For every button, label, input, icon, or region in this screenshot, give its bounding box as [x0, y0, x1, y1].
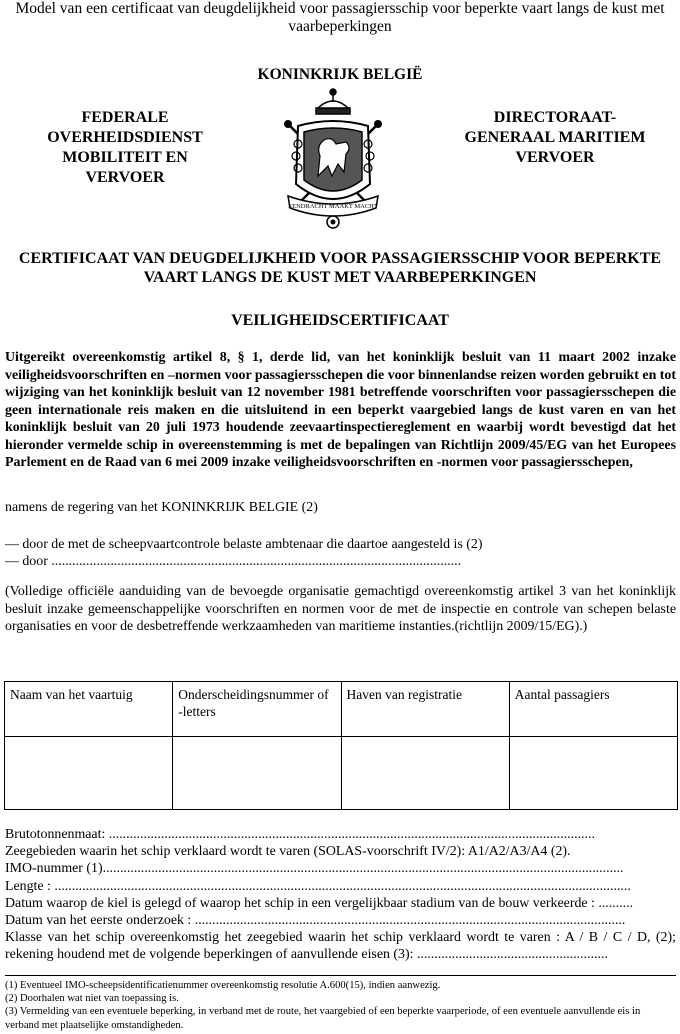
table-row — [5, 737, 678, 810]
left-authority: FEDERALE OVERHEIDSDIENST MOBILITEIT EN VERVOER — [47, 109, 203, 186]
table-cell[interactable] — [173, 737, 341, 810]
column-header: Haven van registratie — [341, 682, 509, 737]
length-field[interactable]: Lengte : ...................................................................................................................................................................... — [5, 878, 631, 894]
right-authority: DIRECTORAAT-GENERAAL MARITIEM VERVOER — [464, 109, 646, 166]
table-cell[interactable] — [5, 737, 173, 810]
ship-class-field[interactable]: Klasse van het schip overeenkomstig het zeegebied waarin het schip verklaard wordt te varen : A / B / C / D, (2); rekening houdend met de volgende beperkingen of aanvullende eisen (3): ....................................................... — [5, 930, 676, 963]
kingdom-heading: KONINKRIJK BELGIË — [257, 66, 423, 83]
issued-statement: Uitgereikt overeenkomstig artikel 8, § 1, derde lid, van het koninklijk besluit van 11 maart 2002 inzake veiligheidsvoorschriften en –normen voor passagiersschepen die voor binnenlandse reizen worden gebruikt en tot wijziging van het koninklijk besluit van 12 november 1981 betreffende voorschriften voor passagiersschepen die geen internationale reis maken en die uitsluitend in een beperkt vaargebied langs de kust varen en van het koninklijk besluit van 20 juli 1973 houdende zeevaartinspectiereglement en waarbij wordt bevestigd dat het hieronder vermelde schip in overeenstemming is met de bepalingen van Richtlijn 2009/45/EG van het Europees Parlement en de Raad van 6 mei 2009 inzake veiligheidsvoorschriften en -normen voor passagiersschepen, — [5, 350, 676, 470]
keel-date-field[interactable]: Datum waarop de kiel is gelegd of waarop het schip in een vergelijkbaar stadium van de bouw verkeerde : .......... — [5, 895, 634, 911]
crest-motto: EENDRACHT MAAKT MACHT — [288, 203, 378, 210]
vessel-table — [4, 681, 678, 810]
ship-details — [5, 826, 676, 964]
on-behalf-line: namens de regering van het KONINKRIJK BELGIE (2) — [5, 500, 318, 515]
official-line: — door de met de scheepvaartcontrole belaste ambtenaar die daartoe aangesteld is (2) — [5, 537, 483, 552]
column-header: Onderscheidingsnummer of -letters — [173, 682, 341, 737]
column-header: Aantal passagiers — [509, 682, 677, 737]
footnote-3: (3) Vermelding van een eventuele beperking, in verband met de route, het vaargebied of een beperkte vaarperiode, of een eventuele aanvullende eis in verband met plaatselijke omstandigheden. — [5, 1006, 641, 1031]
imo-number-field[interactable]: IMO-nummer (1)...................................................................................................................................................... — [5, 861, 624, 877]
footnotes — [5, 979, 676, 1032]
column-header: Naam van het vaartuig — [5, 682, 173, 737]
organisation-note: (Volledige officiële aanduiding van de bevoegde organisatie gemachtigd overeenkomstig artikel 3 van het koninklijk besluit inzake gemeenschappelijke voorschriften en normen voor de met de inspectie en controle van schepen belaste organisaties en voor de desbetreffende werkzaamheden van maritieme instanties.(richtlijn 2009/15/EG).) — [5, 584, 676, 634]
table-cell[interactable] — [341, 737, 509, 810]
table-header-row — [5, 682, 678, 737]
sea-areas-field: Zeegebieden waarin het schip verklaard wordt te varen (SOLAS-voorschrift IV/2): A1/A2/A3/A4 (2). — [5, 844, 571, 860]
organisation-line: — door ...................................................................................................................... — [5, 554, 462, 569]
footnote-2: (2) Doorhalen wat niet van toepassing is. — [5, 993, 179, 1005]
certificate-title: CERTIFICAAT VAN DEUGDELIJKHEID VOOR PASSAGIERSSCHIP VOOR BEPERKTE VAART LANGS DE KUST MET VAARBEPERKINGEN — [18, 250, 662, 286]
coat-of-arms-icon — [258, 84, 408, 234]
table-cell[interactable] — [509, 737, 677, 810]
first-survey-field[interactable]: Datum van het eerste onderzoek : ............................................................................................................................ — [5, 913, 626, 929]
footnote-1: (1) Eventueel IMO-scheepsidentificatienummer overeenkomstig resolutie A.600(15), indien aanwezig. — [5, 980, 441, 991]
certificate-subtitle: VEILIGHEIDSCERTIFICAAT — [231, 312, 449, 329]
footnote-divider — [5, 975, 676, 976]
model-title: Model van een certificaat van deugdelijkheid voor passagiersschip voor beperkte vaart langs de kust met vaarbeperkingen — [15, 0, 665, 35]
gross-tonnage-field[interactable]: Brutotonnenmaat: ............................................................................................................................................ — [5, 827, 595, 842]
